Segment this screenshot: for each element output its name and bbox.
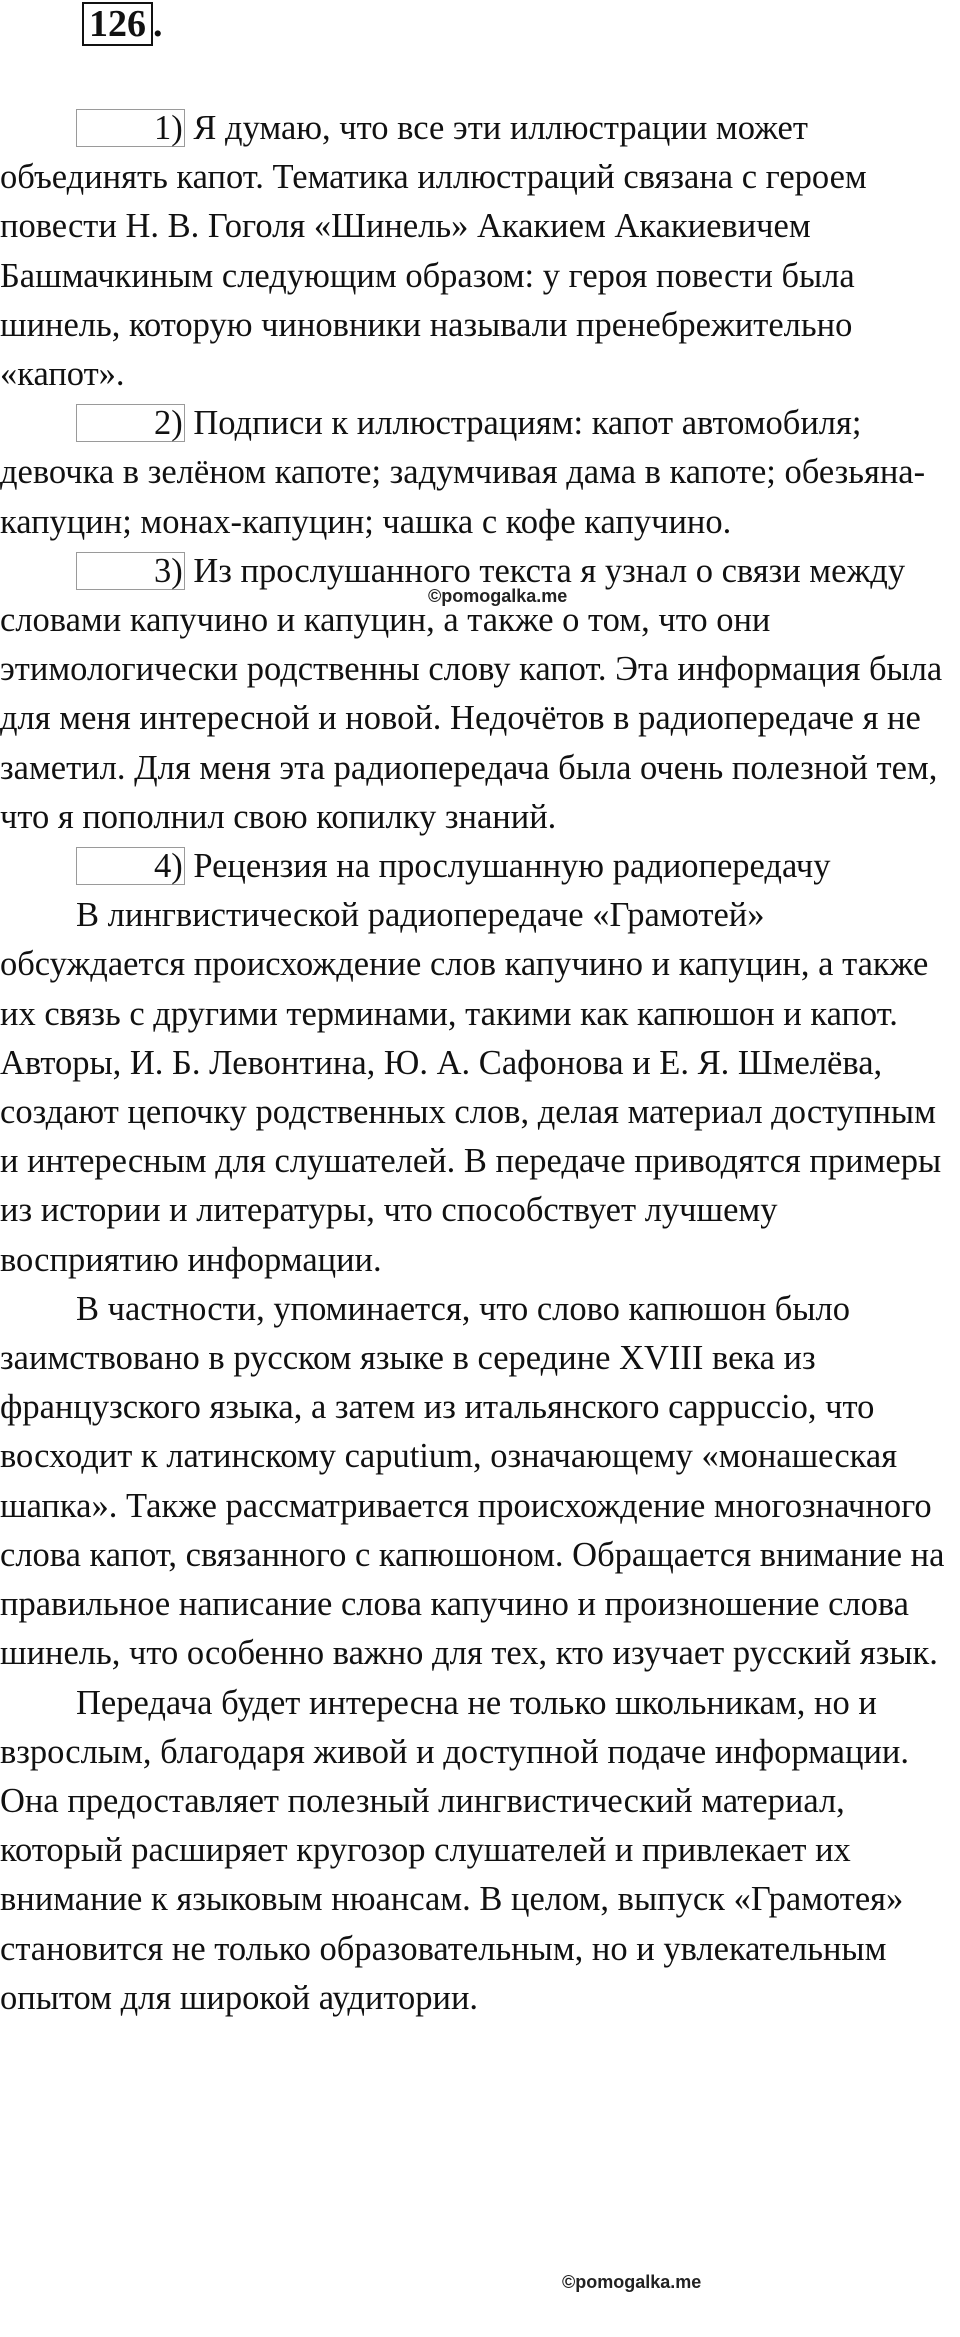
paragraph-text-7: Передача будет интересна не только школьникам, но и взрослым, благодаря живой и доступной подаче информации. Она предоставляет полезный лингвистический материал, который расширяет кругозор слушателей и привлекает их внимание к языковым нюансам. В целом, выпуск «Грамотея» становится не только образовательным, но и увлекательным опытом для широкой аудитории.: [0, 1683, 910, 2017]
answer-text: [0, 104, 955, 2023]
paragraph-text-4: Рецензия на прослушанную радиопередачу: [184, 847, 831, 886]
paragraph-4: [0, 842, 955, 891]
paragraph-1: [0, 104, 955, 399]
review-paragraph-3: [0, 1679, 955, 2023]
paragraph-text-2: Подписи к иллюстрациям: капот автомобиля; девочка в зелёном капоте; задумчивая дама в капоте; обезьяна-капуцин; монах-капуцин; чашка с кофе капучино.: [0, 404, 926, 541]
watermark: ©pomogalka.me: [428, 586, 568, 606]
task-number-suffix: .: [153, 3, 163, 45]
watermark: ©pomogalka.me: [562, 2272, 702, 2292]
paragraph-text-6: В частности, упоминается, что слово капюшон было заимствовано в русском языке в середине XVIII века из французского языка, а затем из итальянского cappuccio, что восходит к латинскому caputium, означающему «монашеская шапка». Также рассматривается происхождение многозначного слова капот, связанного с капюшоном. Обращается внимание на правильное написание слова капучино и произношение слова шинель, что особенно важно для тех, кто изучает русский язык.: [0, 1289, 945, 1673]
paragraph-text-1: Я думаю, что все эти иллюстрации может объединять капот. Тематика иллюстраций связана с героем повести Н. В. Гоголя «Шинель» Акакием Акакиевичем Башмачкиным следующим образом: у героя повести была шинель, которую чиновники называли пренебрежительно «капот».: [0, 109, 867, 394]
task-number-box: 126: [82, 2, 153, 46]
review-paragraph-1: [0, 891, 955, 1285]
review-paragraph-2: [0, 1285, 955, 1679]
paragraph-text-5: В лингвистической радиопередаче «Грамотей» обсуждается происхождение слов капучино и капуцин, а также их связь с другими терминами, такими как капюшон и капот. Авторы, И. Б. Левонтина, Ю. А. Сафонова и Е. Я. Шмелёва, создают цепочку родственных слов, делая материал доступным и интересным для слушателей. В передаче приводятся примеры из истории и литературы, что способствует лучшему восприятию информации.: [0, 896, 942, 1279]
task-number: [82, 2, 163, 46]
paragraph-2: [0, 399, 955, 547]
item-number-1: 1): [76, 109, 185, 147]
item-number-4: 4): [76, 847, 185, 885]
item-number-2: 2): [76, 404, 185, 442]
item-number-3: 3): [76, 552, 185, 590]
paragraph-text-3: Из прослушанного текста я узнал о связи между словами капучино и капуцин, а также о том, что они этимологически родственны слову капот. Эта информация была для меня интересной и новой. Недочётов в радиопередаче я не заметил. Для меня эта радиопередача была очень полезной тем, что я пополнил свою копилку знаний.: [0, 551, 943, 836]
